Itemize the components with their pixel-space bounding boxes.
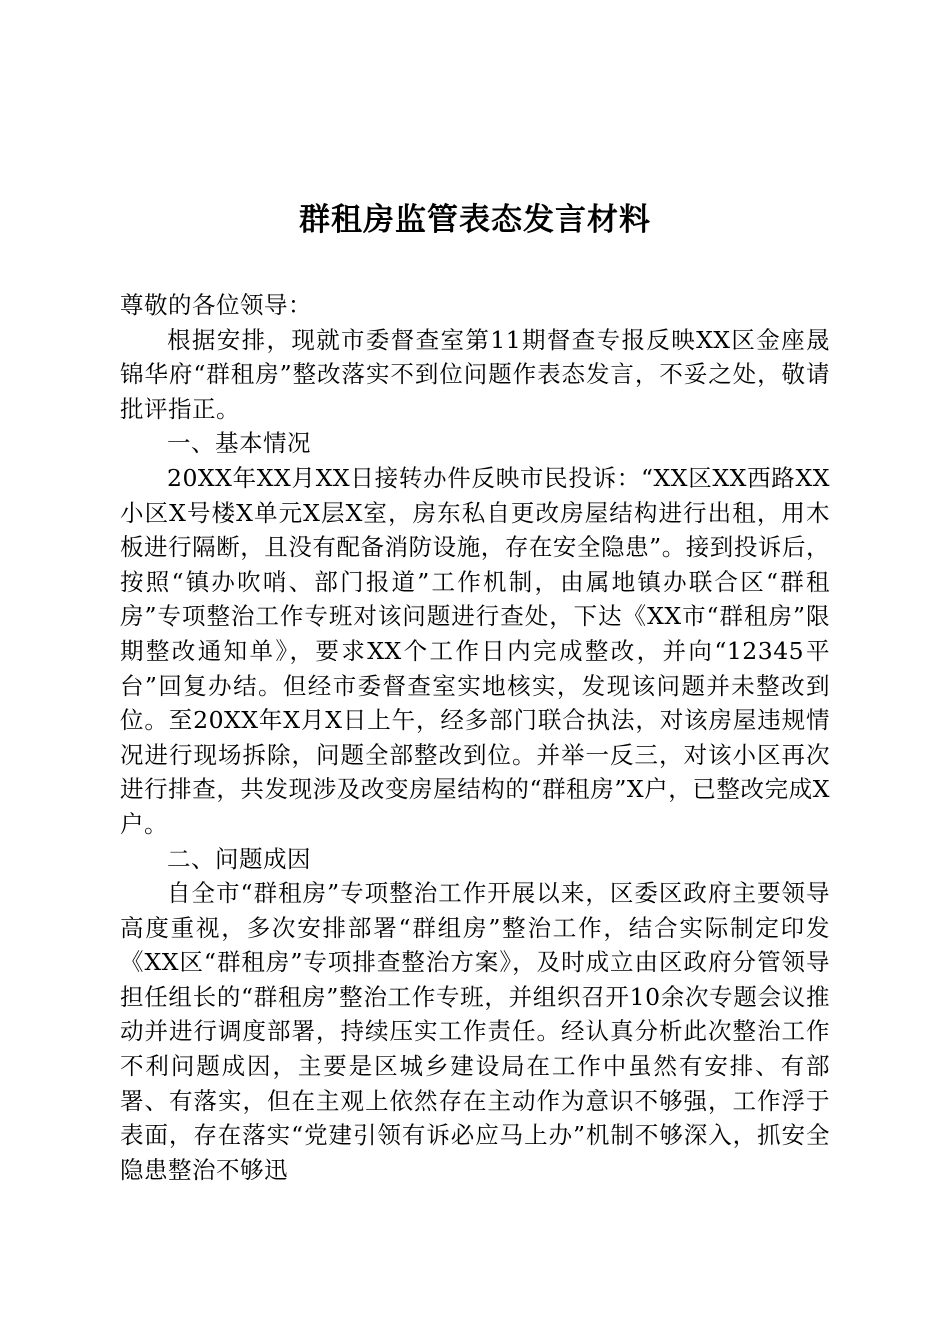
document-title: 群租房监管表态发言材料 bbox=[299, 202, 651, 238]
intro-paragraph: 根据安排，现就市委督查室第11期督查专报反映XX区金座晟锦华府“群租房”整改落实不到位问题作表态发言，不妥之处，敬请批评指正。 bbox=[120, 325, 830, 423]
section-heading-basic-situation: 一、基本情况 bbox=[167, 429, 311, 458]
salutation: 尊敬的各位领导： bbox=[120, 291, 312, 319]
document-body bbox=[120, 288, 830, 1187]
section-paragraph-problem-causes: 自全市“群租房”专项整治工作开展以来，区委区政府主要领导高度重视，多次安排部署“群组房”整治工作，结合实际制定印发《XX区“群租房”专项排查整治方案》，及时成立由区政府分管领导担任组长的“群租房”整治工作专班，并组织召开10余次专题会议推动并进行调度部署，持续压实工作责任。经认真分析此次整治工作不利问题成因，主要是区城乡建设局在工作中虽然有安排、有部署、有落实，但在主观上依然存在主动作为意识不够强，工作浮于表面，存在落实“党建引领有诉必应马上办”机制不够深入，抓安全隐患整治不够迅 bbox=[120, 879, 830, 1184]
section-paragraph-basic-situation: 20XX年XX月XX日接转办件反映市民投诉：“XX区XX西路XX小区X号楼X单元X层X室，房东私自更改房屋结构进行出租，用木板进行隔断，且没有配备消防设施，存在安全隐患”。接到投诉后，按照“镇办吹哨、部门报道”工作机制，由属地镇办联合区“群租房”专项整治工作专班对该问题进行查处，下达《XX市“群租房”限期整改通知单》，要求XX个工作日内完成整改，并向“12345平台”回复办结。但经市委督查室实地核实，发现该问题并未整改到位。至20XX年X月X日上午，经多部门联合执法，对该房屋违规情况进行现场拆除，问题全部整改到位。并举一反三，对该小区再次进行排查，共发现涉及改变房屋结构的“群租房”X户，已整改完成X户。 bbox=[120, 463, 830, 838]
section-heading-problem-causes: 二、问题成因 bbox=[167, 844, 311, 873]
